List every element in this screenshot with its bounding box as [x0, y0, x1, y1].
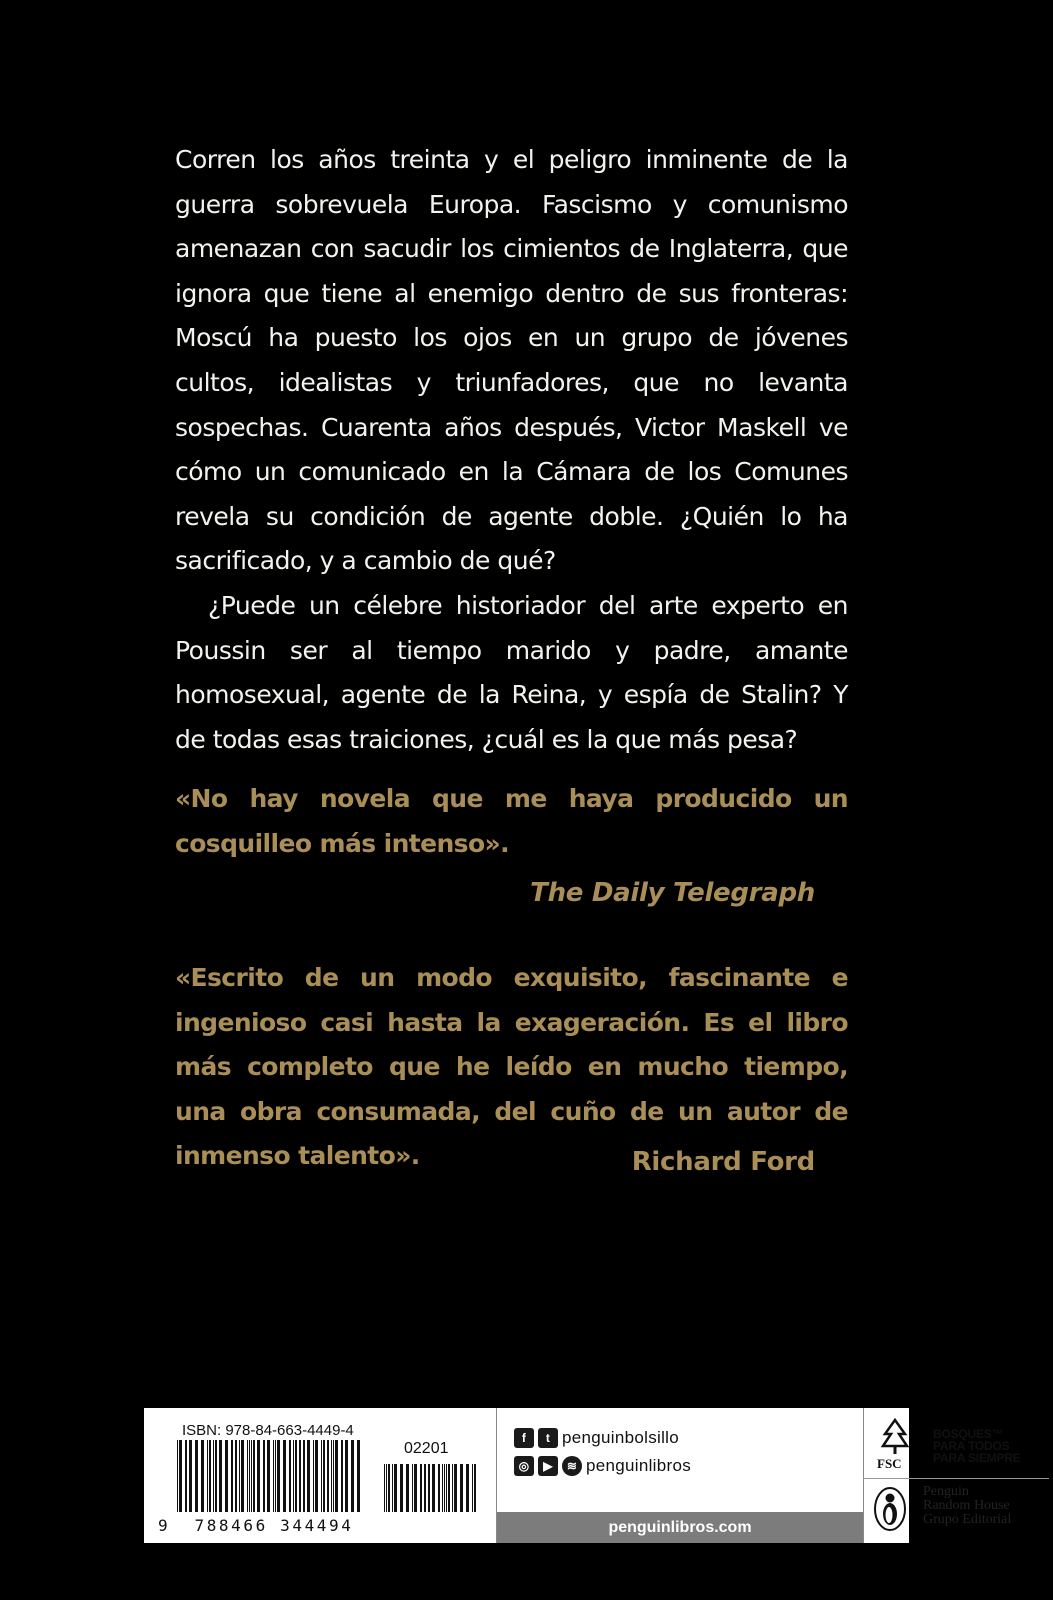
fsc-line-3: PARA SIEMPRE	[933, 1451, 1021, 1465]
barcode-bar	[257, 1440, 260, 1512]
barcode-bar	[412, 1464, 413, 1512]
barcode-bar	[235, 1440, 237, 1512]
barcode-bar	[432, 1464, 435, 1512]
barcode-bar	[406, 1464, 409, 1512]
barcode-bar	[179, 1440, 182, 1512]
barcode-area	[144, 1408, 496, 1543]
barcode-bar	[388, 1464, 390, 1512]
barcode-bar	[472, 1464, 473, 1512]
barcode-bar	[231, 1440, 233, 1512]
quote-telegraph: «No hay novela que me haya producido un cosquilleo más intenso».	[175, 784, 848, 858]
barcode-bar	[207, 1440, 208, 1512]
barcode-bar	[333, 1440, 334, 1512]
barcode-bar	[219, 1440, 222, 1512]
barcode-bar	[195, 1440, 198, 1512]
blurb-paragraph-1: Corren los años treinta y el peligro inminente de la guerra sobrevuela Europa. Fascismo y comunismo amenazan con sacudir los cimientos de Inglaterra, que ignora que tiene al enemigo dentro de sus fronteras: Moscú ha puesto los ojos en un grupo de jóvenes cultos, idealistas y triunfadores, que no levanta sospechas. Cuarenta años después, Victor Maskell ve cómo un comunicado en la Cámara de los Comunes revela su condición de agente doble. ¿Quién lo ha sacrificado, y a cambio de qué?	[175, 145, 848, 576]
barcode-bar	[448, 1464, 450, 1512]
twitter-icon[interactable]: t	[538, 1428, 558, 1448]
barcode-lead-digit: 9	[158, 1516, 171, 1535]
barcode	[177, 1440, 363, 1512]
youtube-icon[interactable]: ▶	[538, 1456, 558, 1476]
barcode-bar	[299, 1440, 301, 1512]
barcode-bar	[428, 1464, 430, 1512]
barcode-bar	[331, 1440, 332, 1512]
social-row-bolsillo	[514, 1428, 679, 1448]
addon-barcode	[384, 1464, 476, 1512]
barcode-bar	[275, 1440, 276, 1512]
barcode-bar	[277, 1440, 280, 1512]
fsc-slogan	[933, 1428, 1021, 1464]
barcode-bar	[327, 1440, 329, 1512]
publisher-logo	[863, 1479, 1049, 1543]
barcode-bar	[394, 1464, 397, 1512]
barcode-bar	[239, 1440, 240, 1512]
barcode-bar	[185, 1440, 187, 1512]
barcode-bar	[386, 1464, 387, 1512]
barcode-bar	[295, 1440, 297, 1512]
barcode-bar	[289, 1440, 291, 1512]
barcode-bar	[474, 1464, 476, 1512]
publisher-line-1: Penguin	[923, 1484, 969, 1499]
barcode-bar	[444, 1464, 445, 1512]
instagram-icon[interactable]: ◎	[514, 1456, 534, 1476]
barcode-bar	[209, 1440, 211, 1512]
barcode-bar	[438, 1464, 440, 1512]
barcode-bar	[345, 1440, 348, 1512]
publisher-line-2: Random House	[923, 1498, 1010, 1513]
barcode-bar	[323, 1440, 325, 1512]
barcode-bar	[251, 1440, 252, 1512]
barcode-bar	[247, 1440, 248, 1512]
barcode-bar	[341, 1440, 343, 1512]
quote-ford: «Escrito de un modo exquisito, fascinante e ingenioso casi hasta la exageración. Es el libro más completo que he leído en mucho tiempo, una obra consumada, del cuño de un autor de inmenso talento».	[175, 963, 848, 1171]
barcode-bar	[315, 1440, 318, 1512]
addon-code: 02201	[404, 1440, 449, 1457]
barcode-bar	[442, 1464, 443, 1512]
barcode-bar	[420, 1464, 422, 1512]
barcode-bar	[335, 1440, 338, 1512]
fsc-logo	[863, 1408, 1049, 1479]
barcode-bar	[293, 1440, 294, 1512]
publisher-line-3: Grupo Editorial	[923, 1512, 1012, 1527]
barcode-bar	[454, 1464, 457, 1512]
blurb-paragraph-2: ¿Puede un célebre historiador del arte experto en Poussin ser al tiempo marido y padre, amante homosexual, agente de la Reina, y espía de Stalin? Y de todas esas traiciones, ¿cuál es la que más pesa?	[175, 590, 848, 754]
barcode-bar	[253, 1440, 255, 1512]
quote-ford-source: Richard Ford	[631, 1147, 815, 1177]
barcode-bar	[466, 1464, 469, 1512]
barcode-bar	[303, 1440, 305, 1512]
barcode-bar	[267, 1440, 270, 1512]
penguin-icon	[873, 1486, 907, 1532]
quote-telegraph-source: The Daily Telegraph	[530, 878, 815, 908]
barcode-number: 788466 344494	[194, 1516, 354, 1535]
barcode-bar	[400, 1464, 403, 1512]
fsc-label: FSC	[877, 1456, 902, 1471]
barcode-bar	[321, 1440, 322, 1512]
barcode-bar	[201, 1440, 204, 1512]
barcode-bar	[351, 1440, 354, 1512]
publisher-name	[923, 1485, 1011, 1527]
fsc-line-1: BOSQUES™	[933, 1427, 1004, 1441]
barcode-bar	[424, 1464, 426, 1512]
barcode-bar	[177, 1440, 178, 1512]
barcode-bar	[213, 1440, 214, 1512]
social-handle-bolsillo[interactable]: penguinbolsillo	[562, 1428, 679, 1447]
barcode-bar	[225, 1440, 228, 1512]
social-row-libros	[514, 1456, 691, 1476]
barcode-bar	[307, 1440, 310, 1512]
barcode-digits	[158, 1516, 354, 1535]
barcode-bar	[263, 1440, 265, 1512]
tree-icon	[875, 1416, 915, 1456]
barcode-bar	[215, 1440, 217, 1512]
barcode-bar	[249, 1440, 250, 1512]
fsc-line-2: PARA TODOS	[933, 1439, 1010, 1453]
barcode-bar	[392, 1464, 393, 1512]
barcode-bar	[241, 1440, 244, 1512]
spotify-icon[interactable]: ≋	[562, 1456, 582, 1476]
barcode-bar	[446, 1464, 447, 1512]
isbn-label: ISBN: 978-84-663-4449-4	[182, 1422, 354, 1439]
facebook-icon[interactable]: f	[514, 1428, 534, 1448]
info-panel	[144, 1408, 1021, 1543]
barcode-bar	[273, 1440, 274, 1512]
barcode-bar	[460, 1464, 463, 1512]
blurb	[175, 138, 848, 762]
barcode-bar	[384, 1464, 385, 1512]
barcode-bar	[357, 1440, 360, 1512]
barcode-bar	[189, 1440, 192, 1512]
barcode-bar	[283, 1440, 286, 1512]
social-handle-libros[interactable]: penguinlibros	[586, 1456, 692, 1475]
barcode-bar	[414, 1464, 417, 1512]
barcode-bar	[313, 1440, 314, 1512]
website-link[interactable]: penguinlibros.com	[497, 1512, 863, 1543]
barcode-bar	[452, 1464, 453, 1512]
